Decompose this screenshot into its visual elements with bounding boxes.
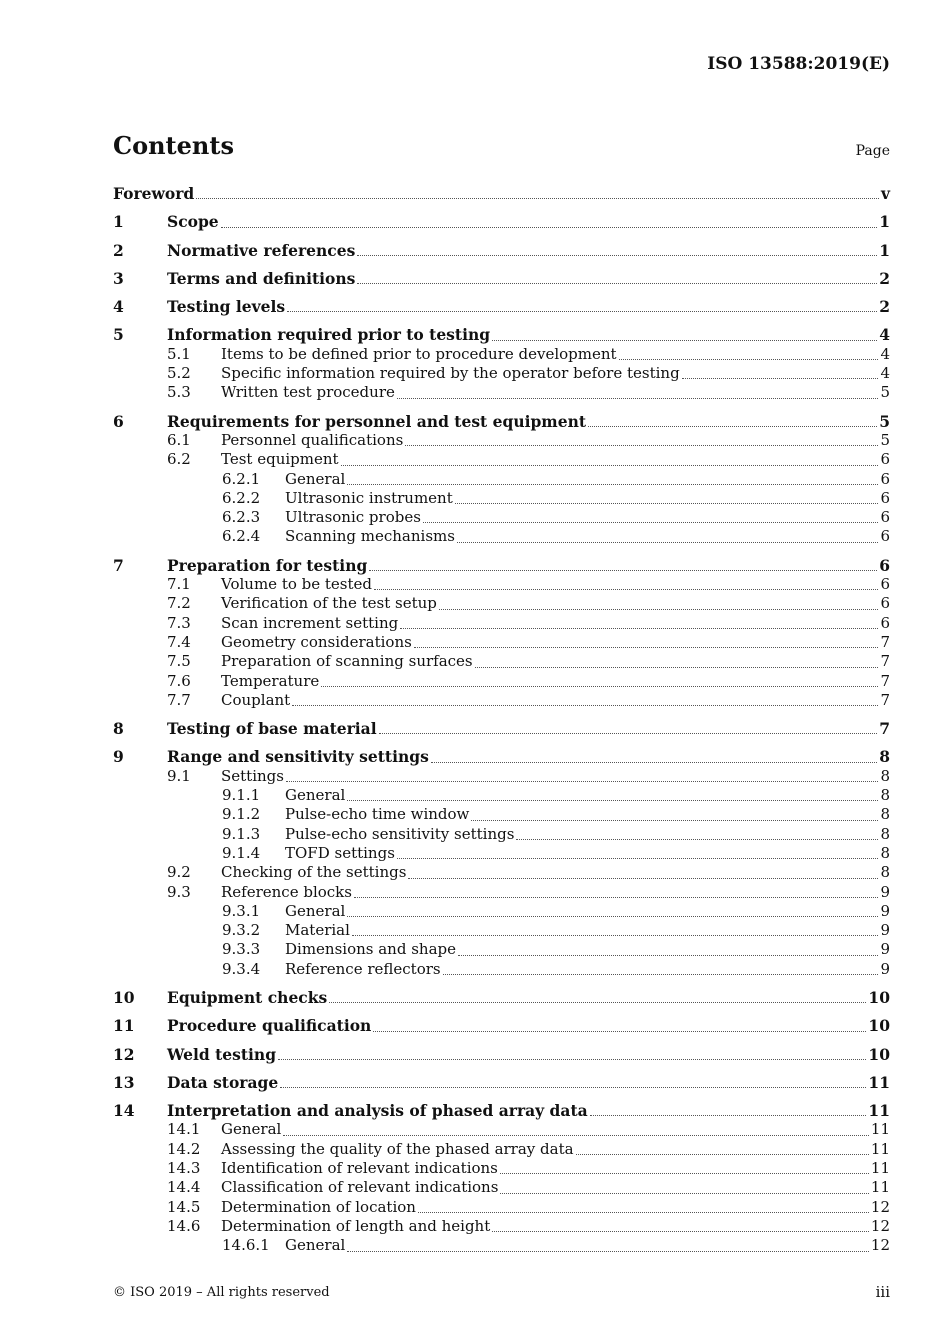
toc-entry-title: Test equipment (221, 450, 339, 469)
toc-entry-number: 14 (113, 1101, 135, 1121)
toc-entry-page: 4 (879, 325, 890, 345)
toc-entry-number: 11 (113, 1016, 135, 1036)
toc-entry-number: 9.3.3 (222, 940, 261, 959)
toc-dot-leader (576, 1149, 869, 1155)
toc-dot-leader (423, 517, 879, 523)
toc-entry-number: 14.2 (167, 1139, 201, 1158)
toc-dot-leader (457, 537, 879, 543)
table-of-contents (113, 184, 890, 1256)
toc-entry-title: General (285, 469, 346, 488)
page-column-label: Page (855, 143, 890, 159)
toc-entry-number: 4 (113, 297, 124, 317)
toc-entry-title: TOFD settings (285, 843, 395, 862)
toc-dot-leader (455, 498, 879, 504)
toc-entry-title: Geometry considerations (221, 632, 412, 651)
toc-entry[interactable] (113, 825, 890, 844)
toc-entry-number: 6.2 (167, 450, 191, 469)
toc-entry[interactable] (113, 672, 890, 691)
toc-dot-leader (221, 222, 878, 228)
toc-entry[interactable] (113, 184, 890, 203)
toc-dot-leader (492, 1226, 869, 1232)
toc-dot-leader (196, 193, 879, 199)
toc-entry-title: Material (285, 921, 350, 940)
toc-dot-leader (379, 728, 878, 734)
toc-dot-leader (347, 479, 878, 485)
toc-entry-title: Checking of the settings (221, 863, 407, 882)
toc-entry-number: 14.3 (167, 1159, 201, 1178)
toc-entry-page: 10 (868, 1016, 890, 1036)
toc-entry[interactable] (113, 786, 890, 805)
toc-entry-page: 9 (880, 940, 890, 959)
toc-entry-number: 9.3.1 (222, 901, 261, 920)
toc-entry-page: 9 (880, 959, 890, 978)
toc-entry-number: 9.1.1 (222, 786, 261, 805)
toc-entry-page: 6 (880, 613, 890, 632)
toc-entry-title: Specific information required by the operator before testing (221, 364, 680, 383)
toc-dot-leader (292, 700, 878, 706)
toc-dot-leader (439, 604, 879, 610)
toc-dot-leader (354, 892, 878, 898)
toc-entry[interactable] (113, 902, 890, 921)
toc-entry-title: Determination of length and height (221, 1216, 491, 1235)
toc-dot-leader (588, 421, 877, 427)
toc-entry-title: Couplant (221, 690, 291, 709)
toc-entry-title: Testing of base material (167, 719, 377, 739)
toc-entry-title: Reference blocks (221, 882, 352, 901)
toc-entry-number: 5.1 (167, 344, 191, 363)
toc-dot-leader (414, 642, 879, 648)
toc-entry-page: 9 (880, 921, 890, 940)
toc-entry-page: 8 (880, 863, 890, 882)
toc-entry-number: 7.7 (167, 690, 191, 709)
toc-entry-number: 5.3 (167, 383, 191, 402)
toc-entry-page: 7 (879, 719, 890, 739)
toc-entry-number: 3 (113, 268, 124, 288)
toc-entry-number: 14.4 (167, 1178, 201, 1197)
toc-entry-page: 1 (879, 240, 890, 260)
toc-entry-number: 14.6 (167, 1216, 201, 1235)
toc-dot-leader (492, 335, 877, 341)
toc-entry-page: 6 (879, 555, 890, 575)
toc-entry[interactable] (113, 1073, 890, 1092)
toc-entry-page: 7 (880, 690, 890, 709)
toc-entry-title: Temperature (221, 671, 320, 690)
toc-entry[interactable] (113, 470, 890, 489)
toc-entry-title: Pulse-echo time window (285, 805, 470, 824)
toc-entry-title: Dimensions and shape (285, 940, 456, 959)
toc-entry-number: 7.1 (167, 575, 191, 594)
toc-entry[interactable] (113, 1016, 890, 1035)
toc-entry-number: 5 (113, 325, 124, 345)
toc-entry-number: 9.3.2 (222, 921, 261, 940)
toc-entry-title: Scope (167, 212, 219, 232)
toc-entry-page: 7 (880, 632, 890, 651)
toc-dot-leader (373, 1026, 866, 1032)
toc-dot-leader (283, 1130, 869, 1136)
toc-entry-title: Preparation of scanning surfaces (221, 652, 473, 671)
toc-entry-page: 8 (879, 747, 890, 767)
toc-entry[interactable] (113, 489, 890, 508)
toc-entry-page: 12 (870, 1216, 890, 1235)
toc-entry[interactable] (113, 863, 890, 882)
toc-entry-page: 4 (880, 344, 890, 363)
toc-entry-page: 11 (870, 1139, 890, 1158)
toc-entry[interactable] (113, 1178, 890, 1197)
toc-entry[interactable] (113, 364, 890, 383)
toc-entry-page: 5 (880, 383, 890, 402)
toc-entry[interactable] (113, 383, 890, 402)
toc-dot-leader (500, 1168, 869, 1174)
toc-entry-number: 9.1.4 (222, 843, 261, 862)
toc-entry-number: 10 (113, 987, 135, 1007)
toc-entry-page: 12 (870, 1197, 890, 1216)
toc-entry[interactable] (113, 691, 890, 710)
toc-entry[interactable] (113, 1198, 890, 1217)
toc-dot-leader (347, 1246, 869, 1252)
toc-entry-title: General (285, 1236, 346, 1255)
toc-dot-leader (287, 306, 877, 312)
toc-entry[interactable] (113, 527, 890, 546)
toc-entry-number: 5.2 (167, 364, 191, 383)
document-id: ISO 13588:2019(E) (707, 54, 890, 74)
toc-dot-leader (500, 1188, 869, 1194)
toc-entry-title: Scanning mechanisms (285, 527, 455, 546)
toc-dot-leader (321, 681, 878, 687)
toc-dot-leader (590, 1110, 867, 1116)
toc-entry-page: 2 (879, 268, 890, 288)
toc-entry-page: 9 (880, 901, 890, 920)
toc-dot-leader (357, 278, 877, 284)
toc-dot-leader (475, 662, 879, 668)
toc-entry-title: Requirements for personnel and test equipment (167, 411, 586, 431)
toc-entry-title: Range and sensitivity settings (167, 747, 429, 767)
toc-dot-leader (397, 393, 879, 399)
toc-entry[interactable] (113, 960, 890, 979)
toc-dot-leader (329, 997, 866, 1003)
toc-entry-page: 1 (879, 212, 890, 232)
toc-entry-page: 9 (880, 882, 890, 901)
toc-dot-leader (431, 757, 877, 763)
toc-entry-number: 6.1 (167, 430, 191, 449)
toc-entry-title: Verification of the test setup (221, 594, 437, 613)
toc-dot-leader (458, 950, 878, 956)
toc-entry-title: Testing levels (167, 297, 286, 317)
toc-entry-title: Classification of relevant indications (221, 1178, 499, 1197)
toc-entry-number: 9.2 (167, 863, 191, 882)
toc-entry-page: 12 (870, 1236, 890, 1255)
toc-entry-number: 14.1 (167, 1120, 201, 1139)
toc-dot-leader (374, 584, 878, 590)
toc-entry-number: 6.2.1 (222, 469, 261, 488)
toc-entry[interactable] (113, 1236, 890, 1255)
toc-entry[interactable] (113, 1159, 890, 1178)
toc-entry-page: v (880, 184, 890, 203)
toc-entry[interactable] (113, 212, 890, 231)
copyright-notice: © ISO 2019 – All rights reserved (113, 1285, 330, 1300)
toc-entry-page: 5 (880, 430, 890, 449)
toc-entry[interactable] (113, 921, 890, 940)
toc-entry-number: 6.2.2 (222, 488, 261, 507)
toc-entry-title: Information required prior to testing (167, 325, 491, 345)
toc-entry[interactable] (113, 940, 890, 959)
toc-entry-number: 9.3.4 (222, 959, 261, 978)
toc-entry[interactable] (113, 508, 890, 527)
toc-entry-page: 6 (880, 575, 890, 594)
toc-entry-page: 11 (870, 1159, 890, 1178)
toc-entry[interactable] (113, 345, 890, 364)
toc-entry-number: 7.3 (167, 613, 191, 632)
toc-entry[interactable] (113, 844, 890, 863)
toc-entry-number: 14.5 (167, 1197, 201, 1216)
toc-dot-leader (369, 565, 877, 571)
toc-entry-page: 8 (880, 824, 890, 843)
toc-entry-title: Foreword (113, 184, 195, 203)
toc-entry[interactable] (113, 1217, 890, 1236)
toc-entry-number: 7.2 (167, 594, 191, 613)
toc-entry-page: 7 (880, 671, 890, 690)
toc-entry-title: Assessing the quality of the phased array data (221, 1139, 574, 1158)
toc-entry-title: Data storage (167, 1072, 279, 1092)
toc-entry-number: 9 (113, 747, 124, 767)
toc-entry[interactable] (113, 988, 890, 1007)
toc-entry-title: Written test procedure (221, 383, 395, 402)
toc-entry-number: 13 (113, 1072, 135, 1092)
toc-entry-title: Weld testing (167, 1044, 277, 1064)
toc-entry[interactable] (113, 431, 890, 450)
toc-entry-title: Scan increment setting (221, 613, 399, 632)
toc-dot-leader (516, 834, 878, 840)
toc-entry-title: Ultrasonic instrument (285, 488, 453, 507)
toc-dot-leader (357, 250, 877, 256)
toc-entry-title: Terms and definitions (167, 268, 356, 288)
toc-entry-title: Items to be defined prior to procedure development (221, 344, 617, 363)
toc-entry-page: 8 (880, 786, 890, 805)
toc-entry-page: 6 (880, 527, 890, 546)
toc-entry-number: 9.1 (167, 766, 191, 785)
toc-entry[interactable] (113, 241, 890, 260)
toc-entry[interactable] (113, 594, 890, 613)
toc-entry-title: Equipment checks (167, 987, 328, 1007)
toc-entry[interactable] (113, 767, 890, 786)
toc-entry-title: Determination of location (221, 1197, 416, 1216)
toc-entry-title: Procedure qualification (167, 1016, 372, 1036)
toc-entry[interactable] (113, 297, 890, 316)
toc-entry-number: 9.1.2 (222, 805, 261, 824)
toc-dot-leader (280, 1082, 866, 1088)
toc-dot-leader (471, 815, 878, 821)
toc-entry[interactable] (113, 412, 890, 431)
toc-entry-page: 10 (868, 987, 890, 1007)
toc-entry-title: Volume to be tested (221, 575, 372, 594)
toc-entry[interactable] (113, 1045, 890, 1064)
toc-entry-title: General (285, 786, 346, 805)
toc-entry-page: 6 (880, 450, 890, 469)
toc-entry-title: Interpretation and analysis of phased array data (167, 1101, 588, 1121)
toc-entry-number: 7 (113, 555, 124, 575)
toc-entry-page: 10 (868, 1044, 890, 1064)
toc-entry-number: 14.6.1 (222, 1236, 270, 1255)
toc-entry-title: Normative references (167, 240, 356, 260)
toc-entry[interactable] (113, 719, 890, 738)
toc-entry-number: 8 (113, 719, 124, 739)
toc-entry[interactable] (113, 633, 890, 652)
toc-entry-title: Settings (221, 766, 284, 785)
toc-entry[interactable] (113, 614, 890, 633)
toc-dot-leader (352, 930, 879, 936)
toc-dot-leader (347, 911, 878, 917)
toc-dot-leader (286, 776, 878, 782)
toc-dot-leader (619, 354, 879, 360)
toc-dot-leader (347, 795, 878, 801)
toc-entry[interactable] (113, 1140, 890, 1159)
toc-entry-page: 11 (868, 1101, 890, 1121)
toc-entry-number: 1 (113, 212, 124, 232)
toc-entry-page: 8 (880, 805, 890, 824)
toc-entry-title: Personnel qualifications (221, 430, 404, 449)
toc-entry-number: 6 (113, 411, 124, 431)
toc-entry-title: General (221, 1120, 282, 1139)
toc-entry-number: 7.6 (167, 671, 191, 690)
contents-heading: Contents (113, 131, 234, 160)
toc-entry-number: 9.3 (167, 882, 191, 901)
toc-dot-leader (408, 873, 878, 879)
toc-entry-number: 12 (113, 1044, 135, 1064)
toc-entry-number: 6.2.4 (222, 527, 261, 546)
toc-entry[interactable] (113, 1101, 890, 1120)
toc-entry-page: 7 (880, 652, 890, 671)
toc-entry[interactable] (113, 805, 890, 824)
toc-entry-title: Pulse-echo sensitivity settings (285, 824, 515, 843)
toc-entry[interactable] (113, 747, 890, 766)
toc-entry[interactable] (113, 575, 890, 594)
toc-entry-page: 8 (880, 766, 890, 785)
toc-entry-title: Ultrasonic probes (285, 508, 421, 527)
toc-entry[interactable] (113, 556, 890, 575)
toc-dot-leader (341, 460, 879, 466)
toc-entry-page: 6 (880, 469, 890, 488)
toc-entry-page: 11 (870, 1120, 890, 1139)
toc-dot-leader (443, 969, 879, 975)
toc-entry-page: 4 (880, 364, 890, 383)
toc-entry-number: 7.4 (167, 632, 191, 651)
toc-dot-leader (418, 1207, 869, 1213)
toc-entry-title: Reference reflectors (285, 959, 441, 978)
toc-entry-title: General (285, 901, 346, 920)
toc-entry[interactable] (113, 325, 890, 344)
toc-entry-page: 2 (879, 297, 890, 317)
toc-entry-page: 11 (868, 1072, 890, 1092)
toc-entry-page: 8 (880, 843, 890, 862)
toc-entry[interactable] (113, 652, 890, 671)
toc-entry-page: 6 (880, 508, 890, 527)
toc-entry-number: 2 (113, 240, 124, 260)
toc-entry-number: 7.5 (167, 652, 191, 671)
toc-entry-title: Identification of relevant indications (221, 1159, 498, 1178)
toc-entry[interactable] (113, 450, 890, 469)
toc-entry[interactable] (113, 269, 890, 288)
toc-entry-page: 6 (880, 488, 890, 507)
toc-entry[interactable] (113, 883, 890, 902)
toc-entry-page: 11 (870, 1178, 890, 1197)
toc-dot-leader (405, 440, 878, 446)
toc-dot-leader (397, 853, 879, 859)
toc-entry-number: 6.2.3 (222, 508, 261, 527)
toc-entry-number: 9.1.3 (222, 824, 261, 843)
toc-entry-page: 5 (879, 411, 890, 431)
toc-dot-leader (400, 623, 878, 629)
toc-entry-title: Preparation for testing (167, 555, 368, 575)
footer-page-number: iii (875, 1283, 890, 1301)
toc-dot-leader (278, 1054, 866, 1060)
toc-entry[interactable] (113, 1120, 890, 1139)
toc-entry-page: 6 (880, 594, 890, 613)
toc-dot-leader (682, 373, 879, 379)
